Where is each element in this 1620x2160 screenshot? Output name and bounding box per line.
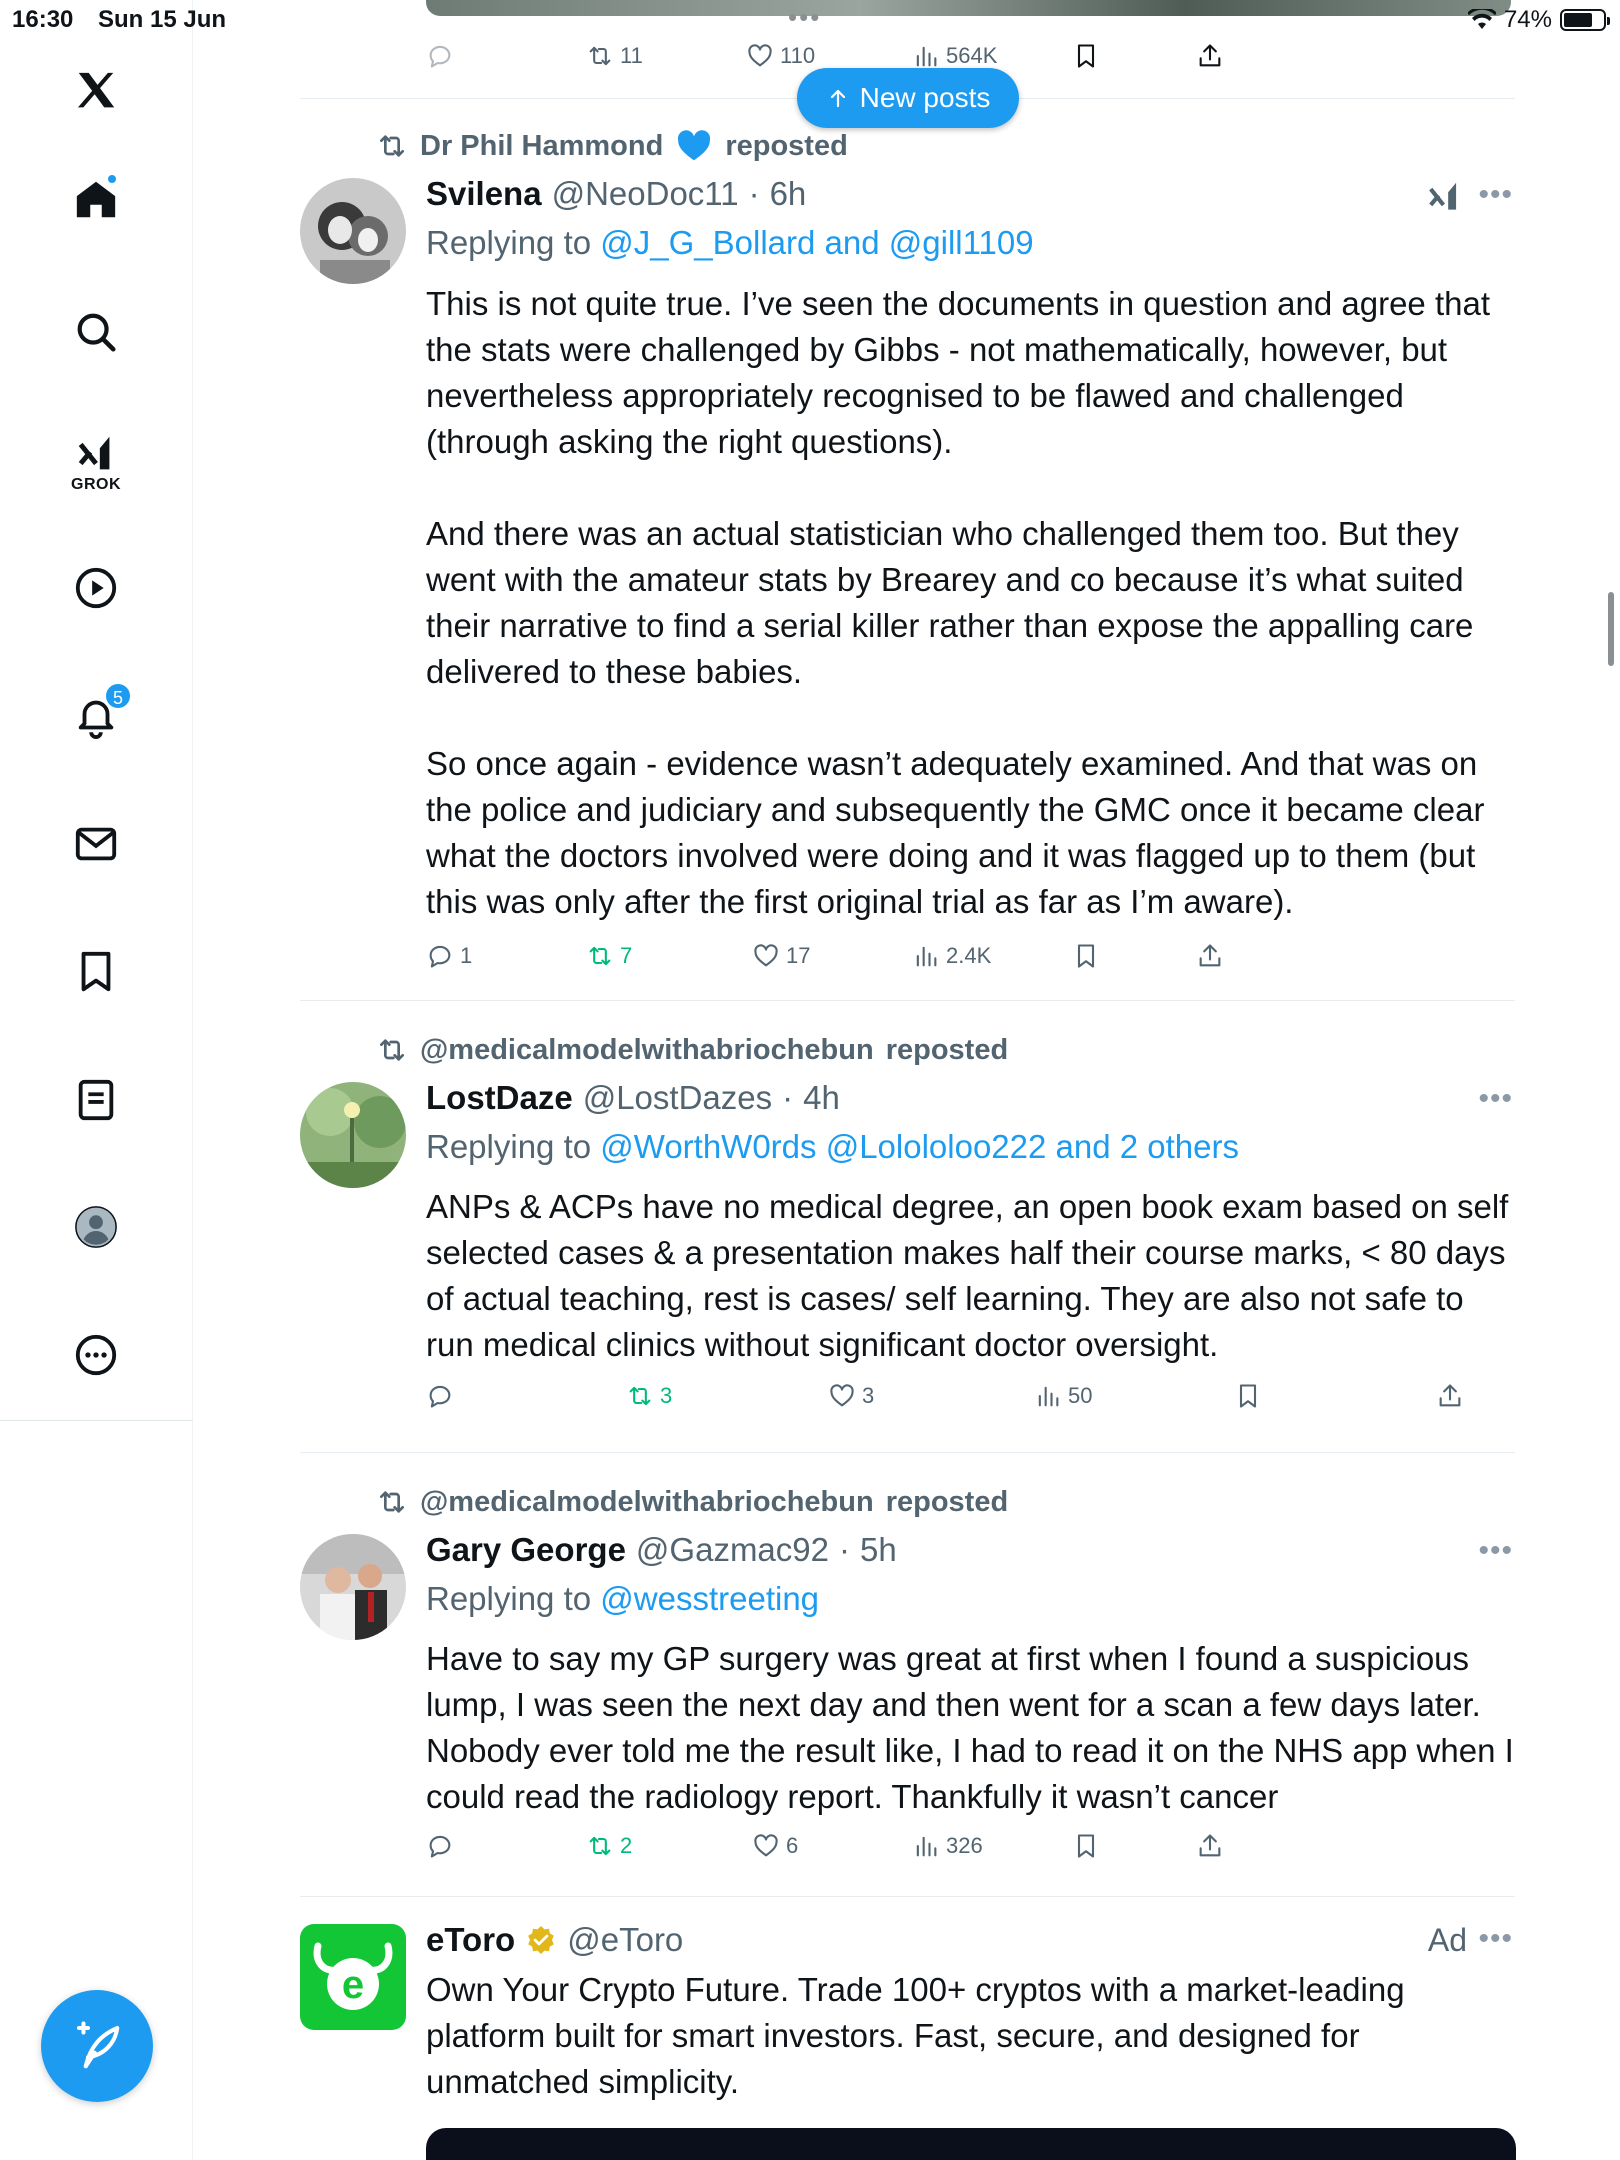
like-button[interactable] bbox=[752, 1832, 798, 1860]
share-icon bbox=[1196, 1832, 1224, 1860]
tweet-time[interactable]: 5h bbox=[860, 1531, 897, 1568]
list-icon[interactable] bbox=[66, 1070, 126, 1130]
tweet-header bbox=[426, 1078, 840, 1118]
reply-icon bbox=[426, 1832, 454, 1860]
views-icon bbox=[1034, 1382, 1062, 1410]
tweet-actions bbox=[426, 942, 1516, 982]
author-handle[interactable]: @LostDazes bbox=[582, 1079, 773, 1116]
repost-attribution[interactable] bbox=[376, 128, 848, 164]
tweet-time[interactable]: 6h bbox=[769, 175, 807, 212]
tweet-divider bbox=[300, 1896, 1515, 1897]
reposter-name: @medicalmodelwithabriochebun bbox=[420, 1485, 874, 1518]
bookmark-button[interactable] bbox=[1072, 1832, 1100, 1860]
battery-icon bbox=[1560, 9, 1606, 31]
compose-icon bbox=[70, 2019, 124, 2073]
replying-to bbox=[426, 224, 1034, 262]
bookmark-button[interactable] bbox=[1072, 42, 1100, 70]
grok-label: GROK bbox=[71, 476, 121, 493]
replying-to-link[interactable]: @J_G_Bollard and @gill1109 bbox=[600, 224, 1034, 261]
share-icon bbox=[1196, 42, 1224, 70]
repost-button[interactable] bbox=[626, 1382, 672, 1410]
bell-icon[interactable] bbox=[66, 686, 126, 746]
home-unread-dot bbox=[106, 173, 118, 185]
views-icon bbox=[912, 942, 940, 970]
views-count: 50 bbox=[1068, 1383, 1093, 1408]
battery-percent: 74% bbox=[1503, 6, 1552, 33]
bookmark-button[interactable] bbox=[1234, 1382, 1262, 1410]
heart-icon bbox=[752, 1832, 780, 1860]
grok-icon[interactable] bbox=[1425, 178, 1465, 216]
like-count: 3 bbox=[862, 1383, 875, 1408]
author-handle[interactable]: @Gazmac92 bbox=[635, 1531, 829, 1568]
like-count: 6 bbox=[786, 1833, 799, 1858]
etoro-logo-letter: e bbox=[341, 1963, 365, 2007]
mail-icon[interactable] bbox=[66, 814, 126, 874]
views-count: 564K bbox=[946, 43, 998, 68]
heart-icon bbox=[746, 42, 774, 70]
repost-button[interactable] bbox=[586, 42, 643, 70]
play-icon[interactable] bbox=[66, 558, 126, 618]
views-button[interactable] bbox=[912, 1832, 983, 1860]
author-name[interactable]: Gary George bbox=[426, 1531, 626, 1568]
tweet-divider bbox=[300, 1452, 1515, 1453]
repost-count: 11 bbox=[620, 43, 643, 68]
reply-button[interactable] bbox=[426, 42, 454, 70]
repost-button[interactable] bbox=[586, 1832, 632, 1860]
like-button[interactable] bbox=[746, 42, 815, 70]
repost-icon bbox=[376, 1486, 408, 1518]
repost-suffix: reposted bbox=[725, 129, 848, 162]
profile-icon[interactable] bbox=[66, 1197, 126, 1257]
more-circle-icon[interactable] bbox=[66, 1325, 126, 1385]
like-count: 17 bbox=[786, 943, 811, 968]
repost-icon bbox=[626, 1382, 654, 1410]
author-name[interactable]: Svilena bbox=[426, 175, 542, 212]
views-button[interactable] bbox=[912, 942, 991, 970]
status-date: Sun 15 Jun bbox=[98, 6, 227, 33]
replying-to bbox=[426, 1128, 1239, 1166]
x-logo-icon[interactable] bbox=[66, 62, 126, 122]
tweet-divider bbox=[300, 1000, 1515, 1001]
repost-attribution[interactable] bbox=[376, 1032, 1008, 1068]
reposter-name: @medicalmodelwithabriochebun bbox=[420, 1033, 874, 1066]
reply-button[interactable] bbox=[426, 1382, 454, 1410]
new-posts-label: New posts bbox=[859, 82, 991, 113]
views-icon bbox=[912, 42, 940, 70]
share-icon bbox=[1436, 1382, 1464, 1410]
bookmark-button[interactable] bbox=[1072, 942, 1100, 970]
bookmark-icon bbox=[1072, 942, 1100, 970]
repost-icon bbox=[376, 1034, 408, 1066]
tweet-time[interactable]: 4h bbox=[803, 1079, 840, 1116]
author-handle[interactable]: @NeoDoc11 bbox=[551, 175, 739, 212]
reply-icon bbox=[426, 942, 454, 970]
views-count: 326 bbox=[946, 1833, 983, 1858]
battery-level bbox=[1564, 13, 1592, 27]
etoro-bull-icon bbox=[308, 1932, 398, 2022]
replying-label: Replying to bbox=[426, 224, 601, 261]
search-icon[interactable] bbox=[66, 302, 126, 362]
new-posts-button[interactable] bbox=[797, 68, 1019, 128]
tweet-text: Own Your Crypto Future. Trade 100+ cryptos with a market-leading platform built for smart investors. Fast, secure, and designed for unmatched simplicity. bbox=[426, 1971, 1414, 2100]
bookmark-icon bbox=[1072, 1832, 1100, 1860]
more-options-icon[interactable]: ••• bbox=[1478, 178, 1513, 211]
tweet-text: ANPs & ACPs have no medical degree, an open book exam based on self selected cases & a presentation makes half their course marks, < 80 days of actual teaching, rest is cases/ self learning. They are also not safe to run medical clinics without significant doctor oversight. bbox=[426, 1188, 1518, 1363]
grok-icon[interactable] bbox=[66, 424, 126, 484]
reply-count: 1 bbox=[460, 943, 473, 968]
share-button[interactable] bbox=[1196, 42, 1224, 70]
replying-label: Replying to bbox=[426, 1128, 601, 1165]
replying-to-link[interactable]: @WorthW0rds @Lolololoo222 and 2 others bbox=[600, 1128, 1239, 1165]
views-button[interactable] bbox=[912, 42, 997, 70]
etoro-logo[interactable] bbox=[300, 1924, 406, 2030]
wifi-icon bbox=[1468, 9, 1496, 31]
home-icon[interactable] bbox=[66, 170, 126, 230]
reply-icon bbox=[426, 42, 454, 70]
repost-count: 7 bbox=[620, 943, 633, 968]
bookmark-icon bbox=[1072, 42, 1100, 70]
share-button[interactable] bbox=[1196, 942, 1224, 970]
more-options-icon[interactable]: ••• bbox=[1478, 1534, 1513, 1567]
views-icon bbox=[912, 1832, 940, 1860]
replying-label: Replying to bbox=[426, 1580, 601, 1617]
bookmark-icon[interactable] bbox=[66, 942, 126, 1002]
dot-separator: · bbox=[748, 175, 760, 212]
reply-icon bbox=[426, 1382, 454, 1410]
author-handle[interactable]: @eToro bbox=[567, 1921, 684, 1958]
repost-count: 3 bbox=[660, 1383, 673, 1408]
arrow-up-icon bbox=[826, 86, 850, 110]
author-name[interactable]: eToro bbox=[426, 1921, 516, 1958]
heart-icon bbox=[828, 1382, 856, 1410]
notifications-badge: 5 bbox=[104, 682, 132, 710]
dot-separator: · bbox=[782, 1079, 794, 1116]
like-button[interactable] bbox=[828, 1382, 874, 1410]
status-time: 16:30 bbox=[12, 6, 74, 33]
share-button[interactable] bbox=[1436, 1382, 1464, 1410]
reply-button[interactable] bbox=[426, 1832, 454, 1860]
repost-icon bbox=[376, 130, 408, 162]
tweet-text: Have to say my GP surgery was great at first when I found a suspicious lump, I was seen the next day and then went for a scan a few days later. Nobody ever told me the result like, I had to read it on the NHS app when I could read the radiology report. Thankfully it wasn’t cancer bbox=[426, 1640, 1523, 1815]
like-button[interactable] bbox=[752, 942, 810, 970]
sidebar-divider bbox=[0, 1420, 193, 1421]
tweet-text: This is not quite true. I’ve seen the documents in question and agree that the stats were challenged by Gibbs - not mathematically, however, but nevertheless appropriately recognised to be flawed and challenged (through asking the right questions). And there was an actual statistician who challenged them too. But they went with the amateur stats by Brearey and co because it’s what suited their narrative to find a serial killer rather than expose the appalling care delivered to these babies. So once again - evidence wasn’t adequately examined. And that was on the police and judiciary and subsequently the GMC once it became clear what the doctors involved were doing and it was flagged up to them (but this was only after the first original trial as far as I’m aware). bbox=[426, 285, 1490, 920]
avatar[interactable] bbox=[300, 1534, 406, 1640]
ad-label: Ad bbox=[1427, 1922, 1467, 1958]
tweet-header bbox=[426, 1530, 897, 1570]
tweet-actions bbox=[426, 1382, 1516, 1422]
scrollbar-thumb[interactable] bbox=[1608, 592, 1614, 666]
timeline bbox=[300, 0, 1523, 2160]
blue-heart-icon bbox=[675, 127, 713, 165]
verified-gold-icon bbox=[525, 1924, 557, 1956]
tweet-header bbox=[426, 174, 806, 214]
avatar[interactable] bbox=[300, 178, 406, 284]
reposter-name: Dr Phil Hammond bbox=[420, 129, 664, 162]
avatar[interactable] bbox=[300, 1082, 406, 1188]
repost-suffix: reposted bbox=[885, 1033, 1009, 1066]
dot-separator: · bbox=[839, 1531, 850, 1568]
heart-icon bbox=[752, 942, 780, 970]
bookmark-icon bbox=[1234, 1382, 1262, 1410]
replying-to-link[interactable]: @wesstreeting bbox=[600, 1580, 820, 1617]
views-button[interactable] bbox=[1034, 1382, 1092, 1410]
multitask-dots-icon[interactable]: ••• bbox=[788, 2, 822, 32]
tweet-header bbox=[426, 1920, 683, 1960]
status-bar bbox=[0, 0, 1620, 40]
tweet-actions bbox=[426, 1832, 1516, 1872]
sidebar bbox=[0, 0, 193, 2160]
views-count: 2.4K bbox=[946, 943, 992, 968]
compose-button[interactable] bbox=[41, 1990, 153, 2102]
reply-button[interactable] bbox=[426, 942, 472, 970]
ad-media-card[interactable] bbox=[426, 2128, 1516, 2160]
share-icon bbox=[1196, 942, 1224, 970]
repost-icon bbox=[586, 42, 614, 70]
author-name[interactable]: LostDaze bbox=[426, 1079, 573, 1116]
repost-attribution[interactable] bbox=[376, 1484, 1008, 1520]
repost-icon bbox=[586, 1832, 614, 1860]
repost-button[interactable] bbox=[586, 942, 632, 970]
more-options-icon[interactable]: ••• bbox=[1478, 1922, 1513, 1955]
share-button[interactable] bbox=[1196, 1832, 1224, 1860]
repost-count: 2 bbox=[620, 1833, 633, 1858]
repost-icon bbox=[586, 942, 614, 970]
like-count: 110 bbox=[780, 43, 816, 68]
repost-suffix: reposted bbox=[885, 1485, 1009, 1518]
more-options-icon[interactable]: ••• bbox=[1478, 1082, 1513, 1115]
replying-to bbox=[426, 1580, 819, 1618]
